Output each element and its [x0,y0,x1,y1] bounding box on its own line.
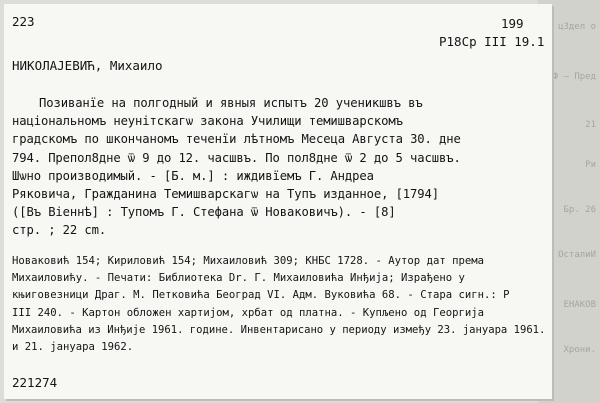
card-number-right: 199 [501,16,524,31]
catalog-card [4,4,552,399]
title-line: Шѡно производимый. - [Б. м.] : иждивїемъ Г. Андреа [12,169,374,183]
title-line: 794. Препол8дне ѿ 9 до 12. часшвъ. По пол8дне ѿ 2 до 5 часшвъ. [12,151,461,165]
notes-line: и 21. јануара 1962. [12,341,134,353]
title-line: Ряковича, Гражданина Темишварскагѡ на Тупъ изданное, [1794] [12,187,439,201]
title-line: градскомъ по шкончаномъ теченїи лѣтномъ Месеца Августа 30. дне [12,132,461,146]
adjacent-page-edge: ц3дел о Ф — Пред 21 Ри Бр. 26 ОсталиИ ЕНАКОВ Хрони. [538,0,600,403]
card-number-left: 223 [12,14,35,29]
shelfmark: P18Cp III 19.1 [439,34,545,49]
notes-line: Михаиловића из Инђије 1961. године. Инвентарисано у периоду између 23. јануара 1961. [12,324,546,336]
author-heading: НИКОЛАЈЕВИЋ, Михаило [12,58,163,73]
title-line: національномъ неунітскагѡ закона Училищи темишварскомъ [12,114,403,128]
notes-line: Новаковић 154; Кириловић 154; Михаиловић 309; КНБС 1728. - Аутор дат према [12,255,484,267]
title-line: стр. ; 22 cm. [12,223,107,237]
title-line: Позиванїе на полгодный и явныя испытъ 20 ученикшвъ въ [39,96,423,110]
inventory-number: 221274 [12,375,58,390]
notes-line: књиговезници Драг. М. Петковића Београд VI. Адм. Вуковића 68. - Стара сигн.: Р [12,289,510,301]
notes-line: III 240. - Картон обложен хартијом, хрбат од платна. - Купљено од Георгија [12,307,484,319]
notes-line: Михаиловићу. - Печати: Библиотека Dr. Г. Михаиловића Инђија; Израђено у [12,272,465,284]
title-line: ([Въ Віеннѣ] : Тупомъ Г. Стефана ѿ Новаковичъ). - [8] [12,205,396,219]
